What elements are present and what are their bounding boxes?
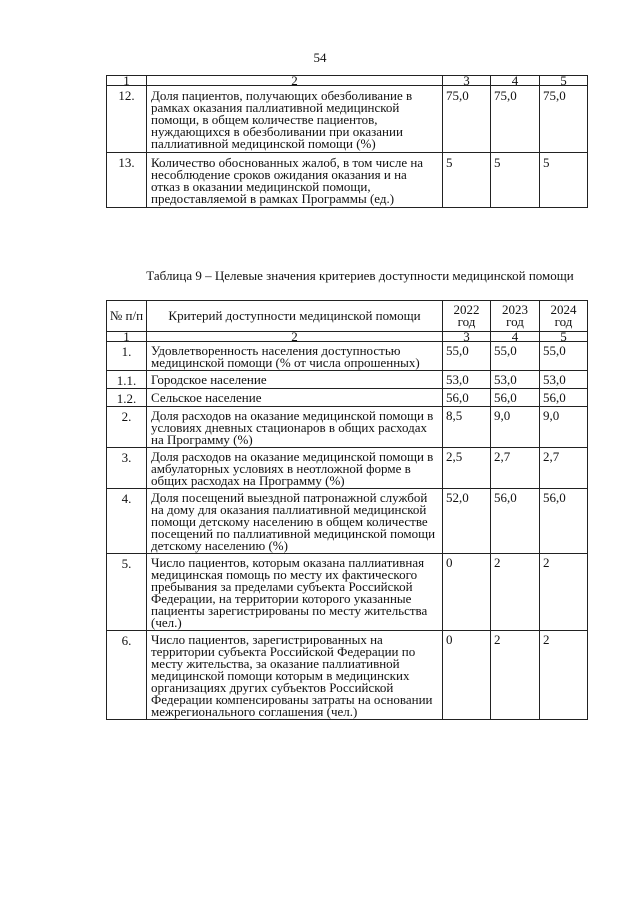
row-number: 2. bbox=[107, 407, 147, 448]
criteria-table-continued bbox=[106, 75, 588, 208]
value-2023: 9,0 bbox=[491, 407, 540, 448]
criterion-text: Доля расходов на оказание медицинской помощи в условиях дневных стационаров в общих расходах на Программу (%) bbox=[147, 407, 443, 448]
table-row bbox=[107, 86, 588, 153]
criterion-text: Доля расходов на оказание медицинской помощи в амбулаторных условиях в неотложной форме в общих расходах на Программу (%) bbox=[147, 448, 443, 489]
value-2022: 5 bbox=[443, 153, 491, 208]
value-2023: 56,0 bbox=[491, 489, 540, 554]
column-number: 2 bbox=[147, 76, 443, 86]
header-2024: 2024 год bbox=[540, 301, 588, 332]
criterion-text: Количество обоснованных жалоб, в том числе на несоблюдение сроков ожидания оказания и на отказ в оказании медицинской помощи, предоставляемой в рамках Программы (ед.) bbox=[147, 153, 443, 208]
value-2023: 75,0 bbox=[491, 86, 540, 153]
table-row bbox=[107, 153, 588, 208]
value-2024: 56,0 bbox=[540, 389, 588, 407]
criterion-text: Удовлетворенность населения доступностью медицинской помощи (% от числа опрошенных) bbox=[147, 342, 443, 371]
column-number-row bbox=[107, 76, 588, 86]
value-2023: 2 bbox=[491, 554, 540, 631]
value-2022: 52,0 bbox=[443, 489, 491, 554]
table-caption: Таблица 9 – Целевые значения критериев доступности медицинской помощи bbox=[146, 268, 574, 283]
row-number: 3. bbox=[107, 448, 147, 489]
table-row bbox=[107, 342, 588, 371]
value-2023: 5 bbox=[491, 153, 540, 208]
criterion-text: Доля посещений выездной патронажной службой на дому для оказания паллиативной медицинской помощи детскому населению в общем количестве посещений по паллиативной медицинской помощи детскому населению (%) bbox=[147, 489, 443, 554]
row-number: 1.1. bbox=[107, 371, 147, 389]
row-number: 13. bbox=[107, 153, 147, 208]
row-number: 1. bbox=[107, 342, 147, 371]
table-row bbox=[107, 371, 588, 389]
criterion-text: Число пациентов, которым оказана паллиативная медицинская помощь по месту их фактического пребывания за пределами субъекта Российской Федерации, на территории которого указанные пациенты зарегистрированы по месту жительства (чел.) bbox=[147, 554, 443, 631]
row-number: 1.2. bbox=[107, 389, 147, 407]
value-2024: 5 bbox=[540, 153, 588, 208]
value-2022: 75,0 bbox=[443, 86, 491, 153]
table-row bbox=[107, 448, 588, 489]
column-number: 3 bbox=[443, 332, 491, 342]
value-2023: 2 bbox=[491, 631, 540, 720]
column-number: 5 bbox=[540, 332, 588, 342]
value-2023: 55,0 bbox=[491, 342, 540, 371]
page-number: 54 bbox=[313, 50, 327, 65]
value-2024: 56,0 bbox=[540, 489, 588, 554]
table-row bbox=[107, 554, 588, 631]
row-number: 12. bbox=[107, 86, 147, 153]
value-2024: 75,0 bbox=[540, 86, 588, 153]
criterion-text: Число пациентов, зарегистрированных на территории субъекта Российской Федерации по месту жительства, за оказание паллиативной медицинской помощи которым в медицинских организациях других субъектов Российской Федерации компенсированы затраты на основании межрегионального соглашения (чел.) bbox=[147, 631, 443, 720]
value-2022: 0 bbox=[443, 631, 491, 720]
column-number: 1 bbox=[107, 76, 147, 86]
value-2022: 2,5 bbox=[443, 448, 491, 489]
value-2022: 0 bbox=[443, 554, 491, 631]
column-number: 5 bbox=[540, 76, 588, 86]
value-2022: 53,0 bbox=[443, 371, 491, 389]
value-2023: 53,0 bbox=[491, 371, 540, 389]
value-2022: 56,0 bbox=[443, 389, 491, 407]
column-number: 1 bbox=[107, 332, 147, 342]
accessibility-criteria-table bbox=[106, 300, 588, 720]
value-2022: 8,5 bbox=[443, 407, 491, 448]
column-number: 4 bbox=[491, 76, 540, 86]
criterion-text: Сельское население bbox=[147, 389, 443, 407]
criterion-text: Доля пациентов, получающих обезболивание в рамках оказания паллиативной медицинской помощи, в общем количестве пациентов, нуждающихся в обезболивании при оказании паллиативной медицинской помощи (%) bbox=[147, 86, 443, 153]
header-num: № п/п bbox=[107, 301, 147, 332]
header-row bbox=[107, 301, 588, 332]
table-row bbox=[107, 407, 588, 448]
value-2022: 55,0 bbox=[443, 342, 491, 371]
header-criterion: Критерий доступности медицинской помощи bbox=[147, 301, 443, 332]
value-2024: 9,0 bbox=[540, 407, 588, 448]
table-row bbox=[107, 489, 588, 554]
column-number: 3 bbox=[443, 76, 491, 86]
value-2023: 2,7 bbox=[491, 448, 540, 489]
column-number: 2 bbox=[147, 332, 443, 342]
value-2024: 53,0 bbox=[540, 371, 588, 389]
column-number: 4 bbox=[491, 332, 540, 342]
value-2024: 55,0 bbox=[540, 342, 588, 371]
criterion-text: Городское население bbox=[147, 371, 443, 389]
header-2023: 2023 год bbox=[491, 301, 540, 332]
row-number: 5. bbox=[107, 554, 147, 631]
row-number: 4. bbox=[107, 489, 147, 554]
row-number: 6. bbox=[107, 631, 147, 720]
table-row bbox=[107, 389, 588, 407]
value-2024: 2 bbox=[540, 631, 588, 720]
table-row bbox=[107, 631, 588, 720]
value-2024: 2,7 bbox=[540, 448, 588, 489]
header-2022: 2022 год bbox=[443, 301, 491, 332]
value-2024: 2 bbox=[540, 554, 588, 631]
column-number-row bbox=[107, 332, 588, 342]
value-2023: 56,0 bbox=[491, 389, 540, 407]
